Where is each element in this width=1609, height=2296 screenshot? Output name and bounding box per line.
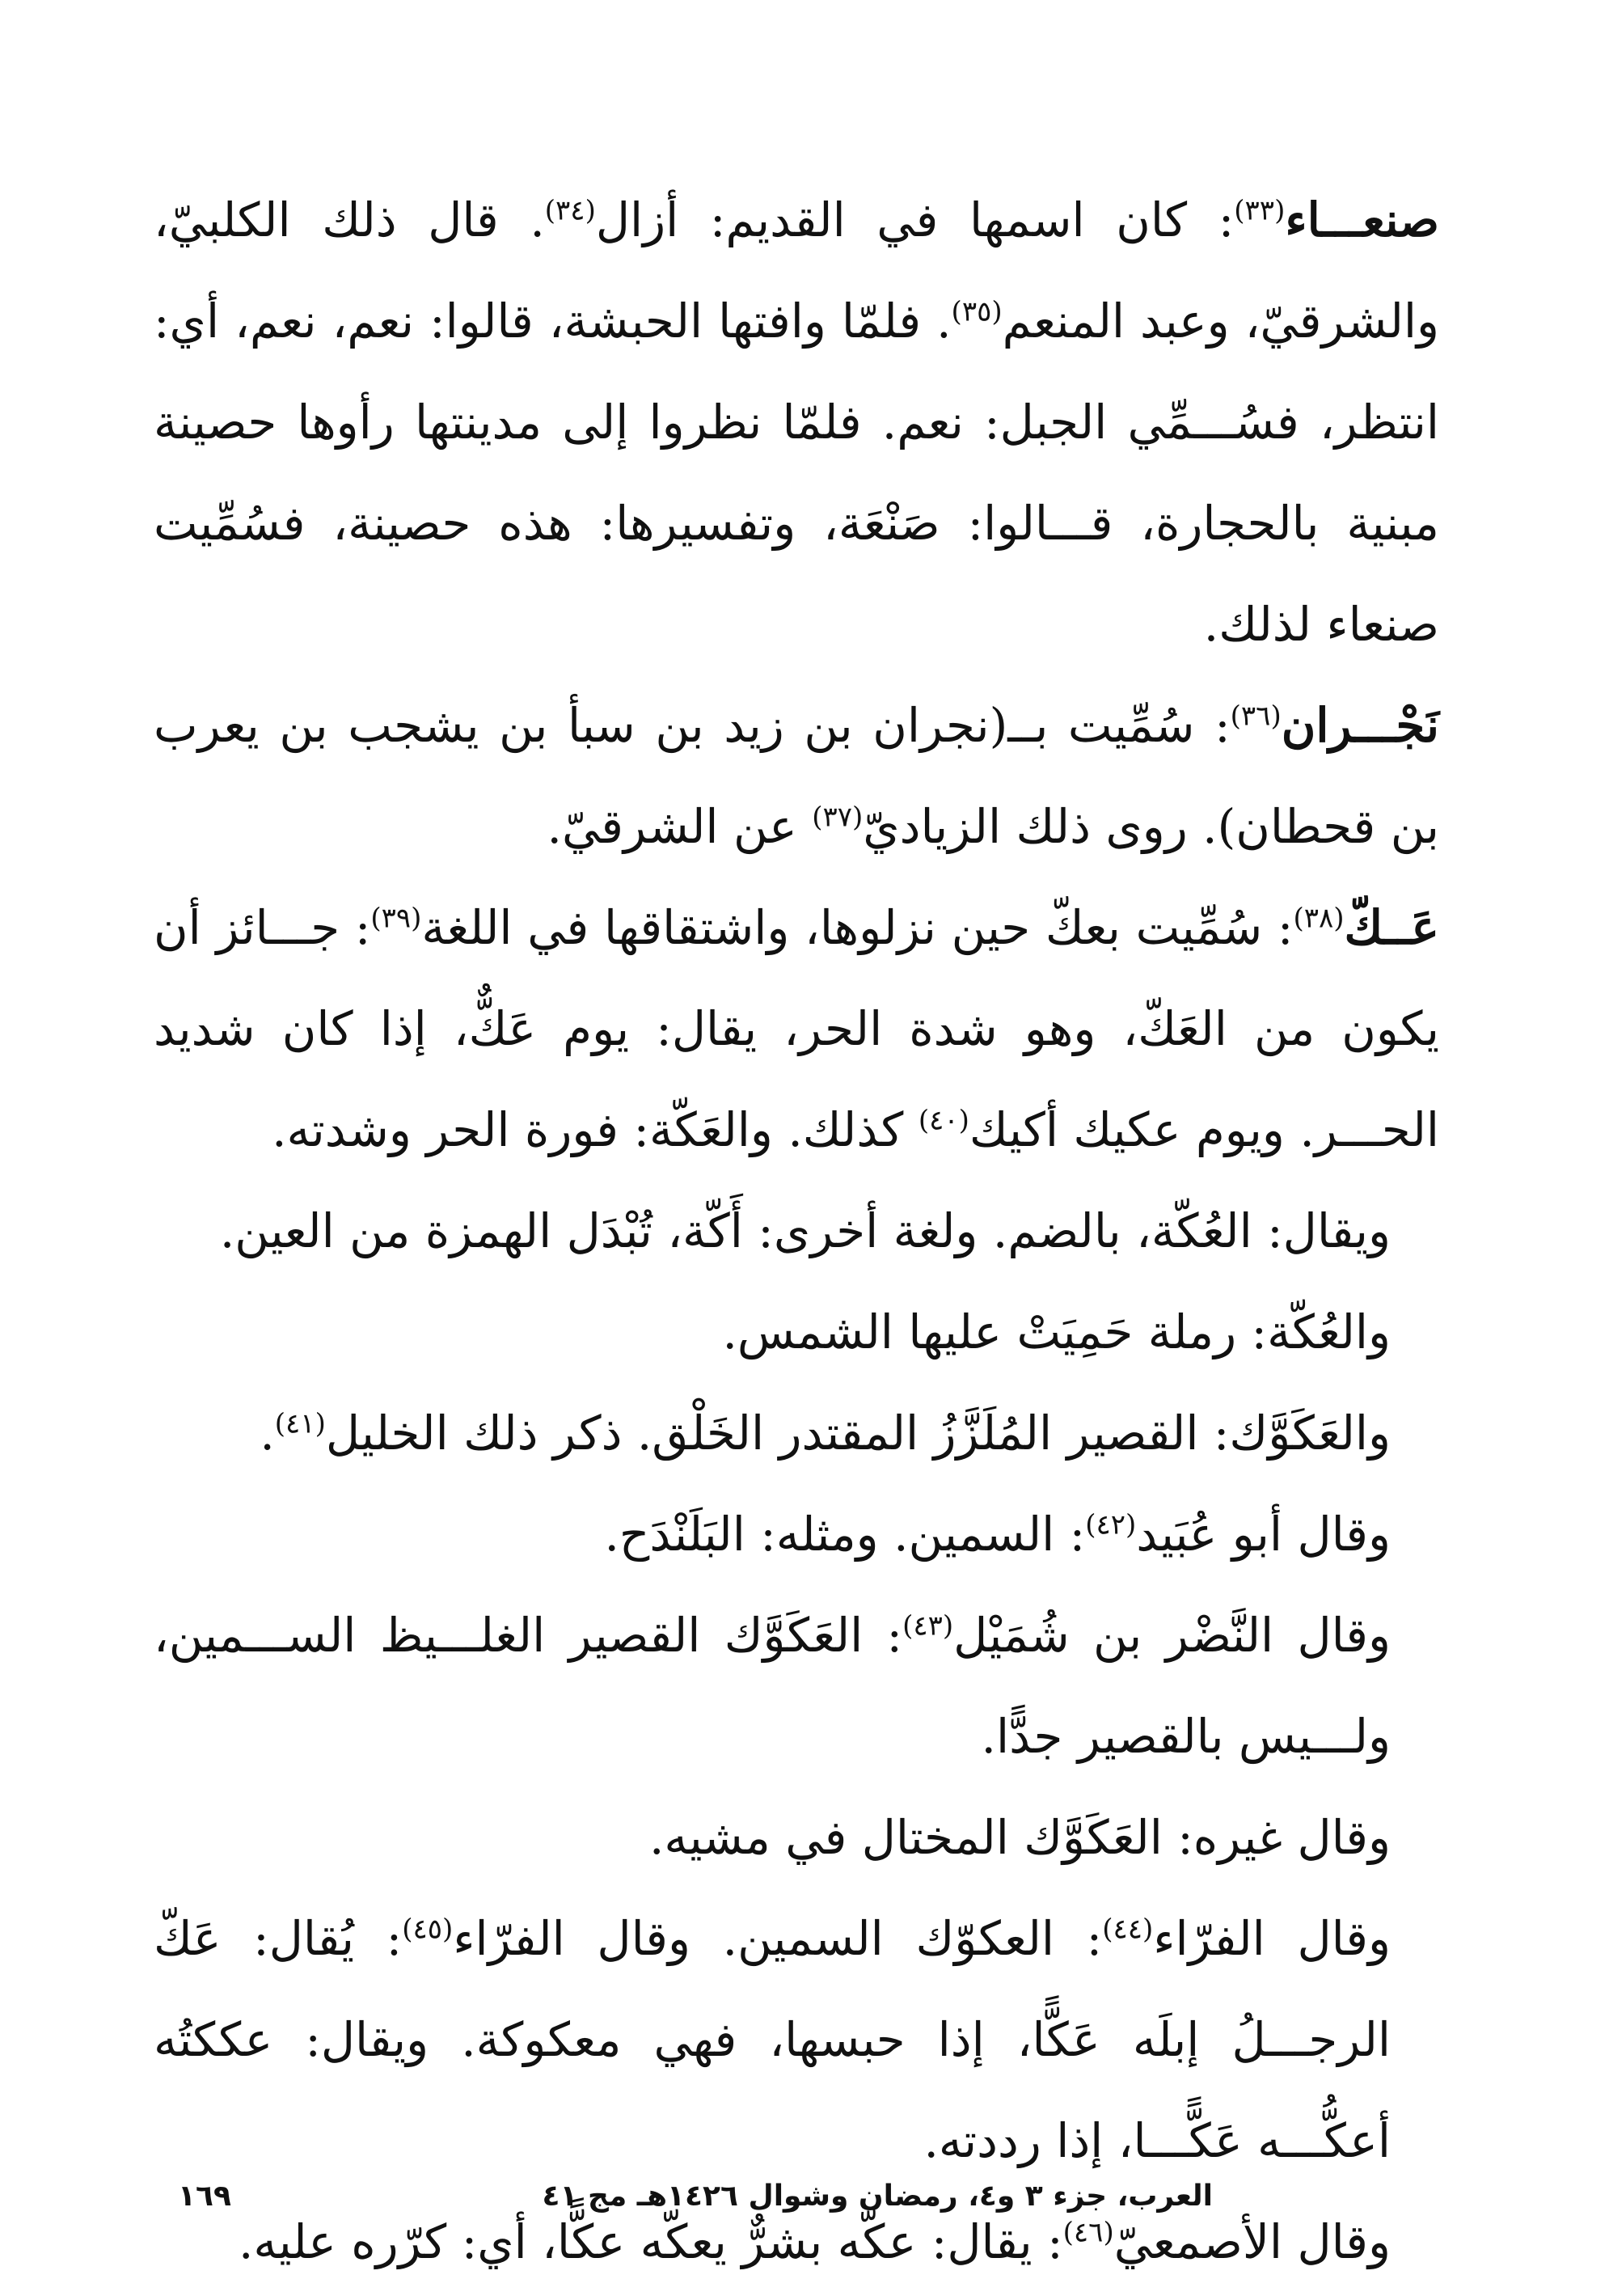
footnote-ref: (٣٧) <box>812 801 864 834</box>
page-number: ١٦٩ <box>178 2180 231 2213</box>
footnote-ref: (٣٦) <box>1230 700 1282 733</box>
footnote-ref: (٤٦) <box>1062 2216 1114 2249</box>
paragraph-text: وقال الأصمعيّ <box>1113 2214 1391 2269</box>
paragraph <box>154 1282 1439 1383</box>
paragraph <box>154 1484 1439 1585</box>
paragraph-text: : كان اسمها في القديم: أزال <box>595 192 1235 247</box>
footnote-ref: (٤٠) <box>918 1104 969 1137</box>
footnote-ref: (٤٤) <box>1102 1913 1154 1946</box>
entry-heading: نَجْـــران <box>1281 698 1439 753</box>
paragraph <box>154 1787 1439 1888</box>
paragraph-text: : سُمِّيت بــ(نجران بن زيد بن سبأ بن يشجب بن يعرب بن قحطان). روى ذلك الزياديّ <box>154 698 1439 854</box>
paragraph-text: : السمين. ومثله: البَلَنْدَح. <box>604 1507 1086 1562</box>
paragraph-text: : يُقال: عَكّ الرجـــلُ إبلَه عَكًّا، إذا حبسها، فهي معكوكة. ويقال: عككتُه أعكُّـــه عَكًّـــا، إذا رددته. <box>154 1911 1391 2168</box>
paragraph-text: . <box>260 1406 275 1461</box>
paragraph <box>154 877 1439 1181</box>
paragraph <box>154 1888 1439 2192</box>
paragraph <box>154 170 1439 675</box>
paragraph-text: . قال ذلك الكلبيّ، والشرقيّ، وعبد المنعم <box>154 192 1439 349</box>
page-body <box>154 170 1439 2293</box>
paragraph <box>154 1585 1439 1787</box>
paragraph-text: : العكوّك السمين. وقال الفرّاء <box>453 1911 1103 1966</box>
page-footer <box>154 2180 1439 2228</box>
paragraph-text: : يقال: عكّه بشرٌّ يعكّه عكًّا، أي: كرّره عليه. <box>238 2214 1063 2269</box>
paragraph <box>154 675 1439 877</box>
footnote-ref: (٣٣) <box>1234 194 1286 227</box>
footnote-ref: (٣٥) <box>951 295 1003 328</box>
footnote-ref: (٣٩) <box>370 902 422 935</box>
footnote-ref: (٤٥) <box>402 1913 454 1946</box>
paragraph-text: والعَكَوَّك: القصير المُلَزَّزُ المقتدر الخَلْق. ذكر ذلك الخليل <box>325 1406 1391 1461</box>
paragraph-text: . فلمّا وافتها الحبشة، قالوا: نعم، نعم، أي: انتظر، فسُـــمِّي الجبل: نعم. فلمّا نظروا إلى مدينتها رأوها حصينة مبنية بالحجارة، قـــالوا: صَنْعَة، وتفسيرها: هذه حصينة، فسُمِّيت صنعاء لذلك. <box>154 294 1439 652</box>
footnote-ref: (٤٣) <box>902 1609 954 1643</box>
paragraph-text: : سُمِّيت بعكّ حين نزلوها، واشتقاقها في اللغة <box>421 900 1294 955</box>
paragraph-text: : جـــائز أن يكون من العَكّ، وهو شدة الحر، يقال: يوم عَكٌّ، إذا كان شديد الحـــر. ويوم عكيك أكيك <box>154 900 1439 1157</box>
paragraph <box>154 1181 1439 1282</box>
footnote-ref: (٤١) <box>274 1407 326 1440</box>
paragraph-text: والعُكّة: رملة حَمِيَتْ عليها الشمس. <box>722 1304 1391 1359</box>
paragraph <box>154 1383 1439 1484</box>
paragraph-text: وقال أبو عُبَيد <box>1136 1507 1391 1562</box>
entry-heading: عَــكّ <box>1344 900 1439 955</box>
journal-citation: العرب، جزء ٣ و٤، رمضان وشوال ١٤٢٦هـ مج ٤١ <box>542 2180 1213 2213</box>
paragraph-text: وقال الفرّاء <box>1153 1911 1392 1966</box>
paragraph-text: عن الشرقيّ. <box>547 799 813 854</box>
footnote-ref: (٣٤) <box>544 194 596 227</box>
paragraph-text: وقال غيره: العَكَوَّك المختال في مشيه. <box>648 1810 1391 1865</box>
footnote-ref: (٤٢) <box>1085 1508 1137 1541</box>
paragraph-text: وقال النَّضْر بن شُمَيْل <box>953 1608 1392 1663</box>
entry-heading: صنعـــاء <box>1285 192 1439 247</box>
paragraph-text: : العَكَوَّك القصير الغلـــيظ الســـمين، ولـــيس بالقصير جدًّا. <box>154 1608 1391 1764</box>
paragraph-text: ويقال: العُكّة، بالضم. ولغة أخرى: أَكّة، تُبْدَل الهمزة من العين. <box>219 1203 1391 1258</box>
paragraph-text: كذلك. والعَكّة: فورة الحر وشدته. <box>272 1102 919 1157</box>
footnote-ref: (٣٨) <box>1293 902 1345 935</box>
